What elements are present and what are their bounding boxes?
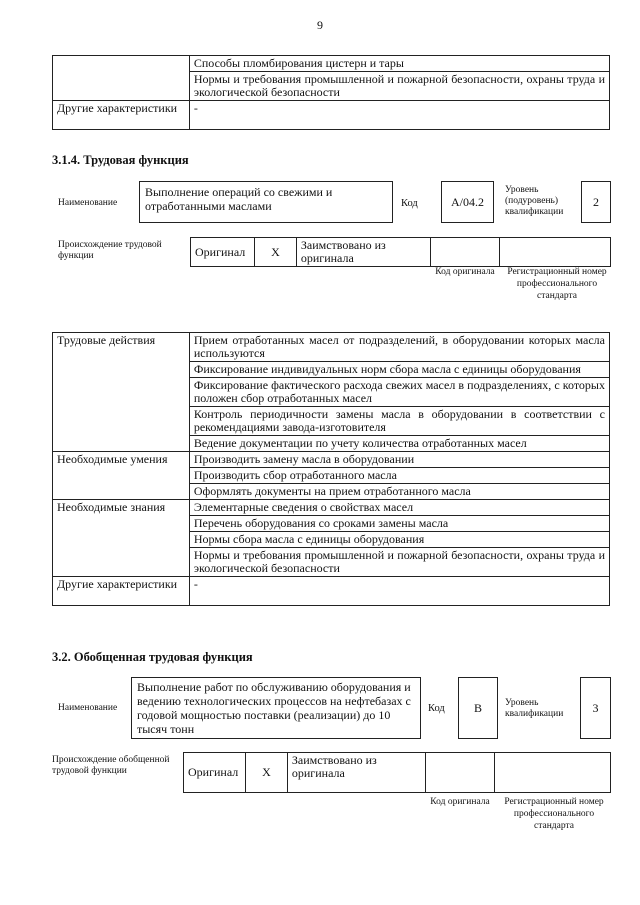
list-item: Фиксирование индивидуальных норм сбора масла с единицы оборудования xyxy=(189,362,609,378)
borrowed-label: Заимствовано из оригинала xyxy=(296,238,430,267)
original-mark: X xyxy=(245,753,287,793)
code-value: A/04.2 xyxy=(451,195,484,209)
list-item: Оформлять документы на прием отработанного масла xyxy=(189,484,609,500)
table-cell xyxy=(53,72,190,101)
level-label: Уровень (подуровень) квалификации xyxy=(505,185,564,217)
original-label: Оригинал xyxy=(191,238,255,267)
name-box xyxy=(131,677,421,739)
table-cell xyxy=(53,56,190,72)
original-mark: X xyxy=(254,238,296,267)
level-value: 2 xyxy=(593,195,599,209)
code-original-cell xyxy=(430,238,500,267)
code-original-caption: Код оригинала xyxy=(430,797,490,807)
group-title: Необходимые знания xyxy=(53,500,190,577)
table-row xyxy=(53,56,610,72)
list-item: Фиксирование фактического расхода свежих масел в подразделениях, с которых положен сбор отработанных масел xyxy=(189,378,609,407)
list-item: Контроль периодичности замены масла в оборудовании в соответствии с рекомендациями завода-изготовителя xyxy=(189,407,609,436)
table-cell: Способы пломбирования цистерн и тары xyxy=(189,56,609,72)
page-number: 9 xyxy=(317,18,323,32)
origin-table xyxy=(183,752,611,793)
name-box xyxy=(139,181,393,223)
original-label: Оригинал xyxy=(184,753,246,793)
list-item: - xyxy=(189,577,609,606)
list-item: Производить сбор отработанного масла xyxy=(189,468,609,484)
reg-number-cell xyxy=(500,238,611,267)
top-table xyxy=(52,55,610,130)
table-row xyxy=(53,577,610,606)
level-label: Уровень квалификации xyxy=(505,698,564,719)
table-row xyxy=(53,452,610,468)
code-original-caption: Код оригинала xyxy=(435,267,495,277)
origin-label: Происхождение обобщенной трудовой функции xyxy=(52,755,170,776)
list-item: Нормы и требования промышленной и пожарной безопасности, охраны труда и экологической безопасности xyxy=(189,548,609,577)
code-box xyxy=(441,181,494,223)
name-label: Наименование xyxy=(58,703,118,713)
list-item: Ведение документации по учету количества отработанных масел xyxy=(189,436,609,452)
reg-number-cell xyxy=(495,753,611,793)
table-row xyxy=(53,333,610,362)
name-value: Выполнение операций со свежими и отработанными маслами xyxy=(145,185,333,213)
code-box xyxy=(458,677,498,739)
table-cell: - xyxy=(189,101,609,130)
table-cell: Другие характеристики xyxy=(53,101,190,130)
list-item: Перечень оборудования со сроками замены масла xyxy=(189,516,609,532)
list-item: Производить замену масла в оборудовании xyxy=(189,452,609,468)
borrowed-label: Заимствовано из оригинала xyxy=(287,753,425,793)
list-item: Нормы сбора масла с единицы оборудования xyxy=(189,532,609,548)
table-row xyxy=(53,500,610,516)
code-label: Код xyxy=(428,703,445,714)
origin-table xyxy=(190,237,611,267)
table-row xyxy=(191,238,611,267)
group-title: Необходимые умения xyxy=(53,452,190,500)
group-title: Другие характеристики xyxy=(53,577,190,606)
functions-table xyxy=(52,332,610,606)
table-cell: Нормы и требования промышленной и пожарной безопасности, охраны труда и экологической безопасности xyxy=(189,72,609,101)
list-item: Элементарные сведения о свойствах масел xyxy=(189,500,609,516)
table-row xyxy=(53,101,610,130)
table-row xyxy=(53,72,610,101)
level-box xyxy=(580,677,611,739)
code-value: B xyxy=(473,701,482,715)
group-title: Трудовые действия xyxy=(53,333,190,452)
table-row xyxy=(184,753,611,793)
code-label: Код xyxy=(401,198,418,209)
section-heading: 3.1.4. Трудовая функция xyxy=(52,153,189,167)
section-heading: 3.2. Обобщенная трудовая функция xyxy=(52,650,253,664)
code-original-cell xyxy=(425,753,495,793)
reg-number-caption: Регистрационный номер профессионального стандарта xyxy=(507,267,607,301)
name-label: Наименование xyxy=(58,198,118,208)
list-item: Прием отработанных масел от подразделений, в оборудовании которых масла используются xyxy=(189,333,609,362)
reg-number-caption: Регистрационный номер профессионального стандарта xyxy=(504,797,604,831)
name-value: Выполнение работ по обслуживанию оборудования и ведению технологических процессов на нефтебазах с годовой мощностью поставки (реализации) до 10 тысяч тонн xyxy=(137,680,411,736)
level-value: 3 xyxy=(592,701,599,715)
level-box xyxy=(581,181,611,223)
origin-label: Происхождение трудовой функции xyxy=(58,240,162,261)
